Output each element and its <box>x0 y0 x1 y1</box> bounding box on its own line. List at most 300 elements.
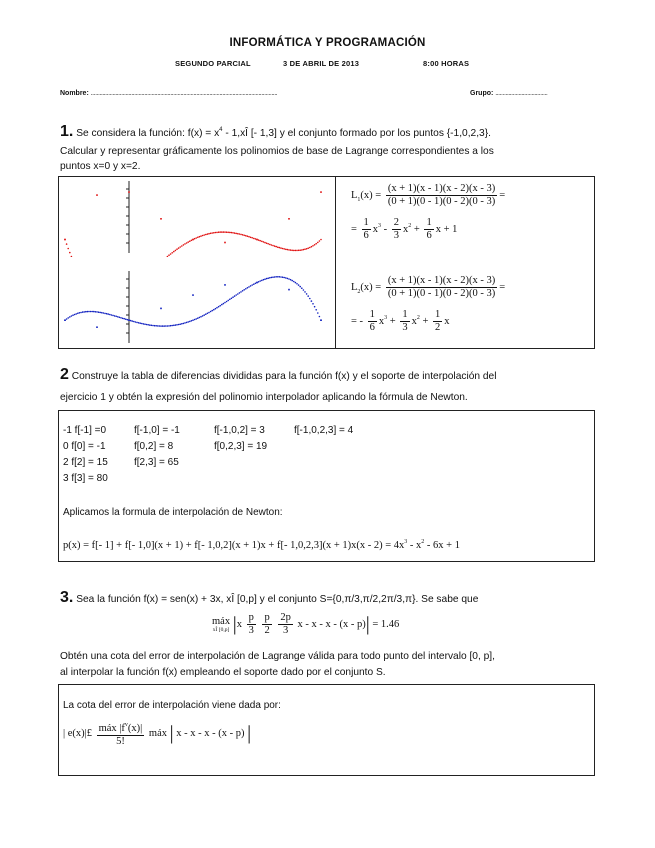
curve-point <box>293 281 295 283</box>
curve-point <box>87 311 89 313</box>
curve-point <box>115 316 117 318</box>
data-point <box>320 319 322 321</box>
error-bound <box>63 719 251 748</box>
curve-point <box>77 313 79 315</box>
curve-point <box>133 321 135 323</box>
curve-point <box>104 313 106 315</box>
data-point <box>160 308 162 310</box>
q2-text2: ejercicio 1 y obtén la expresión del polinomio interpolador aplicando la fórmula de Newton. <box>60 392 468 403</box>
l1-arg: (x) = <box>360 189 382 201</box>
dd-cell: f[0,2] = 8 <box>134 441 174 452</box>
l1-t3-den: 6 <box>426 230 432 241</box>
curve-point <box>189 321 191 323</box>
curve-point <box>317 312 319 314</box>
curve-point <box>303 289 305 291</box>
data-point <box>288 218 290 220</box>
l2-r-eq: = - <box>351 315 364 327</box>
curve-point <box>187 321 189 323</box>
curve-point <box>304 248 306 250</box>
curve-point <box>250 237 252 239</box>
q1-text2: Calcular y representar gráficamente los polinomios de base de Lagrange correspondientes a los <box>60 146 494 157</box>
data-point <box>96 326 98 328</box>
curve-point <box>296 250 298 252</box>
curve-point <box>155 325 157 327</box>
curve-point <box>296 283 298 285</box>
curve-point <box>255 238 257 240</box>
dd-row-1 <box>63 425 353 436</box>
l2-den: (0 + 1)(0 - 1)(0 - 2)(0 - 3) <box>387 288 496 299</box>
curve-point <box>242 290 244 292</box>
curve-point <box>287 249 289 251</box>
curve-point <box>248 236 250 238</box>
curve-point <box>176 248 178 250</box>
curve-point <box>135 321 137 323</box>
err-abs-right: | <box>247 722 252 744</box>
l1-symbol: L <box>351 189 358 201</box>
curve-point <box>72 314 74 316</box>
curve-point <box>146 324 148 326</box>
data-point <box>128 191 130 193</box>
q1-statement <box>60 123 592 141</box>
curve-point <box>219 305 221 307</box>
frac-den: 3 <box>248 625 254 636</box>
curve-point <box>218 306 220 308</box>
q1-text-a: Se considera la función: f(x) = x <box>76 128 220 139</box>
curve-point <box>307 295 309 297</box>
curve-point <box>163 325 165 327</box>
curve-point <box>231 232 233 234</box>
curve-point <box>301 287 303 289</box>
curve-point <box>136 322 138 324</box>
curve-point <box>237 293 239 295</box>
curve-point <box>131 320 133 322</box>
curve-point <box>277 246 279 248</box>
curve-point <box>271 244 273 246</box>
curve-point <box>178 247 180 249</box>
data-point <box>64 319 66 321</box>
newton-polynomial <box>63 539 460 551</box>
curve-point <box>202 315 204 317</box>
curve-point <box>197 317 199 319</box>
l1-t2-den: 3 <box>393 230 400 241</box>
err-abs-left: | <box>169 722 174 744</box>
curve-point <box>157 325 159 327</box>
curve-point <box>138 322 140 324</box>
l1-fraction <box>386 183 497 208</box>
curve-point <box>258 281 260 283</box>
curve-point <box>267 243 269 245</box>
curve-point <box>175 324 177 326</box>
l1-t1-exp: 3 <box>378 222 382 229</box>
data-point <box>256 239 258 241</box>
curve-point <box>112 315 114 317</box>
frac-den: 3 <box>282 625 289 636</box>
curve-point <box>167 325 169 327</box>
curve-point <box>85 311 87 313</box>
curve-point <box>109 314 111 316</box>
data-point <box>224 284 226 286</box>
curve-point <box>203 314 205 316</box>
curve-point <box>306 248 308 250</box>
curve-point <box>130 320 132 322</box>
curve-point <box>210 311 212 313</box>
curve-point <box>234 232 236 234</box>
l2-op2: + <box>422 315 429 327</box>
curve-point <box>170 325 172 327</box>
curve-point <box>291 280 293 282</box>
curve-point <box>320 239 322 241</box>
curve-point <box>67 248 69 250</box>
curve-point <box>208 312 210 314</box>
curve-point <box>227 232 229 234</box>
l1-t2-exp: 2 <box>408 222 412 229</box>
q1-exp: 4 <box>219 127 223 133</box>
curve-point <box>69 316 71 318</box>
max-sub: xÎ [0,p] <box>212 626 230 633</box>
curve-point <box>314 244 316 246</box>
l1-t1-den: 6 <box>363 230 369 241</box>
l2-t3-num: 1 <box>435 309 441 320</box>
q3-text3: al interpolar la función f(x) empleando el soporte dado por el conjunto S. <box>60 667 386 678</box>
data-point <box>96 194 98 196</box>
err-rest: x - x - x - (x - p) <box>176 727 245 739</box>
l1-t3-var: x + 1 <box>435 223 458 235</box>
curve-point <box>181 245 183 247</box>
err-num-f: |f <box>119 723 125 734</box>
q1-text3: puntos x=0 y x=2. <box>60 161 141 172</box>
curve-point <box>151 325 153 327</box>
dd-cell: 3 f[3] = 80 <box>63 473 108 484</box>
curve-point <box>71 315 73 317</box>
curve-point <box>149 324 151 326</box>
curve-point <box>191 320 193 322</box>
curve-point <box>194 238 196 240</box>
curve-point <box>229 232 231 234</box>
frac-num: 2p <box>280 612 291 623</box>
l2-t3-den: 2 <box>435 322 441 333</box>
curve-point <box>239 292 241 294</box>
l1-formula <box>351 183 505 208</box>
curve-point <box>280 276 282 278</box>
curve-point <box>261 241 263 243</box>
curve-point <box>183 323 185 325</box>
series-L1(x) <box>64 231 322 257</box>
curve-point <box>181 323 183 325</box>
curve-point <box>175 250 177 252</box>
newton-a: p(x) = f[- 1] + f[- 1,0](x + 1) + f[- 1,0,2](x + 1)x + f[- 1,0,2,3](x + 1)x(x - 2) = 4x <box>63 540 405 551</box>
curve-point <box>280 247 282 249</box>
l1-t3-num: 1 <box>426 217 432 228</box>
l2-t1 <box>368 309 377 334</box>
curve-point <box>258 239 260 241</box>
curve-point <box>168 325 170 327</box>
curve-point <box>186 242 188 244</box>
curve-point <box>194 319 196 321</box>
curve-point <box>298 250 300 252</box>
q3-text2: Obtén una cota del error de interpolación de Lagrange válida para todo punto del intervalo [0, p], <box>60 651 495 662</box>
curve-point <box>223 303 225 305</box>
curve-point <box>215 308 217 310</box>
curve-point <box>106 313 108 315</box>
q1-divider <box>335 177 336 348</box>
l2-t2 <box>400 309 409 334</box>
l1-t2-num: 2 <box>393 217 400 228</box>
group-line: .................................... <box>495 90 548 97</box>
max-label: máx <box>212 615 231 627</box>
curve-point <box>170 253 172 255</box>
l2-plot <box>59 267 339 347</box>
curve-point <box>187 241 189 243</box>
curve-point <box>207 233 209 235</box>
curve-point <box>207 313 209 315</box>
err-den: 5! <box>116 736 125 747</box>
curve-point <box>237 233 239 235</box>
l1-den: (0 + 1)(0 - 1)(0 - 2)(0 - 3) <box>387 196 496 207</box>
name-field[interactable] <box>60 90 277 97</box>
exam-name: SEGUNDO PARCIAL <box>175 59 251 68</box>
abs-bar-left: | <box>232 613 237 635</box>
l1-t3 <box>424 217 433 242</box>
curve-point <box>299 286 301 288</box>
curve-point <box>141 323 143 325</box>
curve-point <box>275 246 277 248</box>
curve-point <box>253 283 255 285</box>
curve-point <box>247 287 249 289</box>
curve-point <box>253 238 255 240</box>
q1-number: 1. <box>60 123 74 140</box>
curve-point <box>183 244 185 246</box>
l2-t1-num: 1 <box>369 309 375 320</box>
max-operator <box>212 616 230 634</box>
curve-point <box>255 283 257 285</box>
curve-point <box>71 256 73 257</box>
curve-point <box>240 291 242 293</box>
curve-point <box>66 243 68 245</box>
curve-point <box>219 231 221 233</box>
curve-point <box>205 234 207 236</box>
curve-point <box>232 232 234 234</box>
curve-point <box>231 298 233 300</box>
err-num-exp: v <box>124 722 128 728</box>
curve-point <box>243 235 245 237</box>
curve-point <box>67 317 69 319</box>
curve-point <box>171 252 173 254</box>
curve-point <box>88 311 90 313</box>
curve-point <box>311 246 313 248</box>
curve-point <box>119 317 121 319</box>
dd-cell: f[0,2,3] = 19 <box>214 441 268 452</box>
curve-point <box>229 299 231 301</box>
l2-t1-den: 6 <box>369 322 375 333</box>
curve-point <box>69 252 71 254</box>
curve-point <box>226 231 228 233</box>
curve-point <box>298 284 300 286</box>
l2-fraction <box>386 275 497 300</box>
curve-point <box>218 231 220 233</box>
curve-point <box>211 310 213 312</box>
l2-t2-var: x <box>411 315 417 327</box>
curve-point <box>274 245 276 247</box>
err-num <box>97 719 145 736</box>
curve-point <box>66 318 68 320</box>
group-field[interactable] <box>470 90 547 97</box>
curve-point <box>288 249 290 251</box>
curve-point <box>232 296 234 298</box>
curve-point <box>309 298 311 300</box>
curve-point <box>197 237 199 239</box>
curve-point <box>247 235 249 237</box>
curve-point <box>251 284 253 286</box>
curve-point <box>160 325 162 327</box>
curve-point <box>264 242 266 244</box>
curve-point <box>144 323 146 325</box>
l1-op2: + <box>413 223 420 235</box>
l1-r-eq: = <box>351 223 357 235</box>
curve-point <box>317 242 319 244</box>
curve-point <box>179 323 181 325</box>
curve-point <box>143 323 145 325</box>
curve-point <box>216 307 218 309</box>
l1-plot <box>59 177 339 257</box>
q1-answer-box <box>58 176 595 349</box>
l2-eq: = <box>499 281 506 293</box>
curve-point <box>263 241 265 243</box>
l2-t3 <box>433 309 442 334</box>
data-point <box>256 282 258 284</box>
curve-point <box>74 314 76 316</box>
curve-point <box>75 313 77 315</box>
curve-point <box>224 231 226 233</box>
curve-point <box>269 244 271 246</box>
newton-exp3: 3 <box>404 539 408 545</box>
curve-point <box>307 247 309 249</box>
curve-point <box>240 234 242 236</box>
curve-point <box>306 293 308 295</box>
l1-t2-var: x <box>403 223 409 235</box>
dd-row-4 <box>63 473 108 484</box>
curve-point <box>283 248 285 250</box>
curve-point <box>173 325 175 327</box>
curve-point <box>239 233 241 235</box>
curve-point <box>303 249 305 251</box>
l2-result <box>351 309 450 334</box>
newton-intro: Aplicamos la formula de interpolación de Newton: <box>63 507 283 518</box>
data-point <box>160 218 162 220</box>
l2-sub: 2 <box>357 289 361 295</box>
curve-point <box>122 318 124 320</box>
curve-point <box>275 276 277 278</box>
curve-point <box>107 313 109 315</box>
curve-point <box>80 312 82 314</box>
abs-bar-right: | <box>365 613 370 635</box>
l2-num: (x + 1)(x - 1)(x - 2)(x - 3) <box>387 275 496 286</box>
curve-point <box>304 291 306 293</box>
curve-point <box>176 324 178 326</box>
curve-point <box>315 243 317 245</box>
curve-point <box>200 316 202 318</box>
q3-number: 3. <box>60 589 74 606</box>
curve-point <box>184 243 186 245</box>
curve-point <box>274 276 276 278</box>
curve-point <box>248 286 250 288</box>
max-result: = 1.46 <box>372 618 400 630</box>
curve-point <box>82 311 84 313</box>
curve-point <box>251 237 253 239</box>
curve-point <box>264 278 266 280</box>
frac-den: 2 <box>264 625 270 636</box>
frac-num: p <box>248 612 254 623</box>
dd-cell: f[2,3] = 65 <box>134 457 179 468</box>
curve-point <box>127 319 129 321</box>
curve-point <box>98 311 100 313</box>
curve-point <box>203 234 205 236</box>
curve-point <box>195 237 197 239</box>
curve-point <box>291 250 293 252</box>
err-max: máx <box>148 727 167 739</box>
curve-point <box>285 249 287 251</box>
err-fraction <box>97 719 145 748</box>
l1-op1: - <box>383 223 388 235</box>
curve-point <box>178 324 180 326</box>
dd-cell: 0 f[0] = -1 <box>63 441 106 452</box>
curve-point <box>234 295 236 297</box>
q2-answer-box <box>58 410 595 562</box>
curve-point <box>227 300 229 302</box>
curve-point <box>224 302 226 304</box>
curve-point <box>83 311 85 313</box>
err-lhs: | e(x)|£ <box>63 727 92 739</box>
curve-point <box>186 322 188 324</box>
curve-point <box>202 235 204 237</box>
l2-t2-num: 1 <box>402 309 408 320</box>
curve-point <box>168 254 170 256</box>
curve-point <box>283 277 285 279</box>
curve-point <box>216 232 218 234</box>
curve-point <box>261 280 263 282</box>
l1-num: (x + 1)(x - 1)(x - 2)(x - 3) <box>387 183 496 194</box>
curve-point <box>293 250 295 252</box>
q3-answer-box <box>58 684 595 776</box>
dd-cell: f[-1,0,2,3] = 4 <box>294 425 354 436</box>
name-line: ................................................................................................................................. <box>90 90 278 97</box>
exam-time: 8:00 HORAS <box>423 59 470 68</box>
curve-point <box>279 276 281 278</box>
dd-row-3 <box>63 457 179 468</box>
dd-cell: f[-1,0,2] = 3 <box>214 425 265 436</box>
curve-point <box>114 315 116 317</box>
l2-t3-var: x <box>444 315 450 327</box>
q2-text1: Construye la tabla de diferencias divididas para la función f(x) y el soporte de interpolación del <box>71 371 497 382</box>
curve-point <box>167 256 169 257</box>
q3-statement <box>60 591 592 607</box>
curve-point <box>314 306 316 308</box>
curve-point <box>282 276 284 278</box>
curve-point <box>312 245 314 247</box>
data-point <box>64 239 66 241</box>
series-L2(x) <box>64 276 322 327</box>
curve-point <box>139 322 141 324</box>
frac-num: p <box>264 612 270 623</box>
l1-t1-num: 1 <box>363 217 369 228</box>
curve-point <box>290 249 292 251</box>
curve-point <box>285 277 287 279</box>
curve-point <box>152 325 154 327</box>
curve-point <box>250 285 252 287</box>
curve-point <box>147 324 149 326</box>
curve-point <box>269 277 271 279</box>
curve-point <box>215 232 217 234</box>
curve-point <box>319 240 321 242</box>
